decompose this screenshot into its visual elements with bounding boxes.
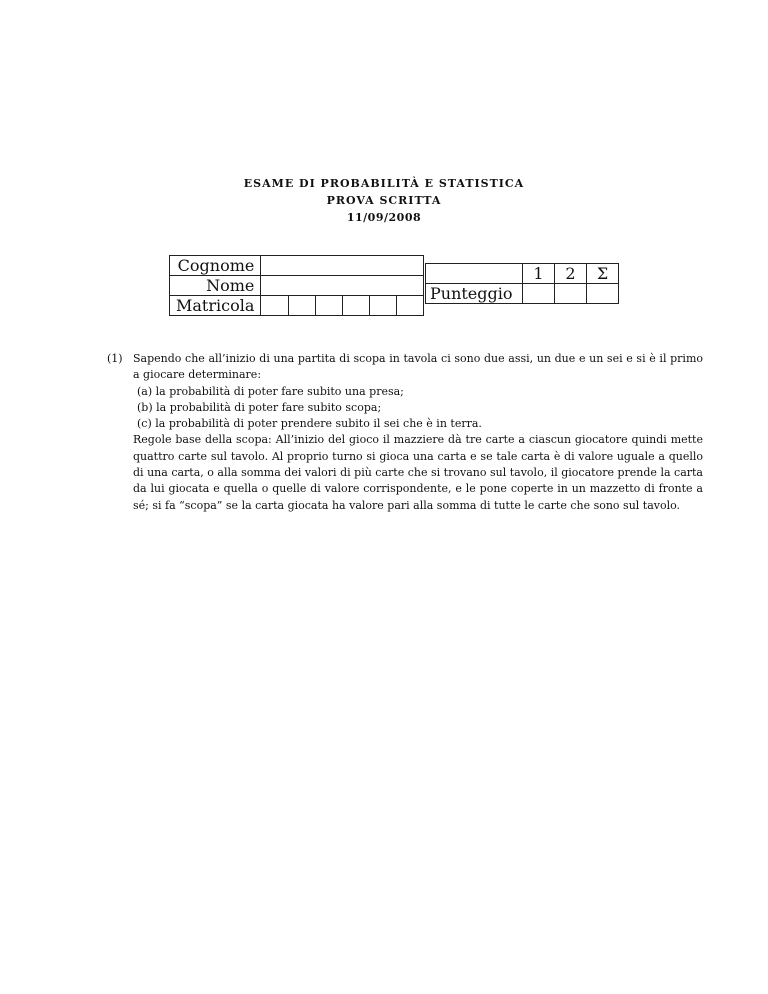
nome-field[interactable]	[261, 276, 424, 296]
nome-label: Nome	[170, 276, 261, 296]
matricola-digit-box[interactable]	[261, 296, 288, 316]
score-cell-2[interactable]	[555, 284, 587, 304]
matricola-digit-box[interactable]	[288, 296, 315, 316]
matricola-label: Matricola	[170, 296, 261, 316]
problem-rules: Regole base della scopa: All’inizio del gioco il mazziere dà tre carte a ciascun giocatore quindi mette quattro carte sul tavolo. Al proprio turno si gioca una carta e se tale carta è di valore uguale a quello di una carta, o alla somma dei valori di più carte che si trovano sul tavolo, il giocatore prende la carta da lui giocata e quella o quelle di valore corrispondente, e le pone coperte in un mazzetto di fronte a sé; si fa “scopa” se la carta giocata ha valore pari alla somma di tutte le carte che sono sul tavolo.	[133, 433, 703, 512]
exam-subtitle: PROVA SCRITTA	[326, 194, 442, 207]
cognome-field[interactable]	[261, 256, 424, 276]
problem-item-b: (b) la probabilità di poter fare subito scopa;	[137, 400, 382, 414]
exam-title: ESAME DI PROBABILITÀ E STATISTICA	[243, 177, 525, 190]
student-id-table	[169, 255, 424, 316]
problem-number: (1)	[107, 352, 123, 365]
exam-date: 11/09/2008	[346, 211, 422, 224]
matricola-digit-box[interactable]	[370, 296, 397, 316]
problem-item-a: (a) la probabilità di poter fare subito una presa;	[137, 384, 404, 398]
score-cell-sum[interactable]	[587, 284, 619, 304]
score-col-2-header: 2	[555, 264, 587, 284]
problem-intro: Sapendo che all’inizio di una partita di scopa in tavola ci sono due assi, un due e un sei e si è il primo a giocare determinare:	[133, 352, 703, 382]
matricola-digit-box[interactable]	[315, 296, 342, 316]
problem-1	[107, 351, 703, 514]
score-cell-1[interactable]	[523, 284, 555, 304]
problem-item-c: (c) la probabilità di poter prendere subito il sei che è in terra.	[137, 417, 482, 431]
score-col-1-header: 1	[523, 264, 555, 284]
punteggio-label: Punteggio	[426, 284, 523, 304]
score-corner-cell	[426, 264, 523, 284]
matricola-digit-box[interactable]	[397, 296, 424, 316]
matricola-digit-box[interactable]	[342, 296, 369, 316]
score-table	[425, 263, 619, 304]
cognome-label: Cognome	[170, 256, 261, 276]
score-sum-header: Σ	[587, 264, 619, 284]
